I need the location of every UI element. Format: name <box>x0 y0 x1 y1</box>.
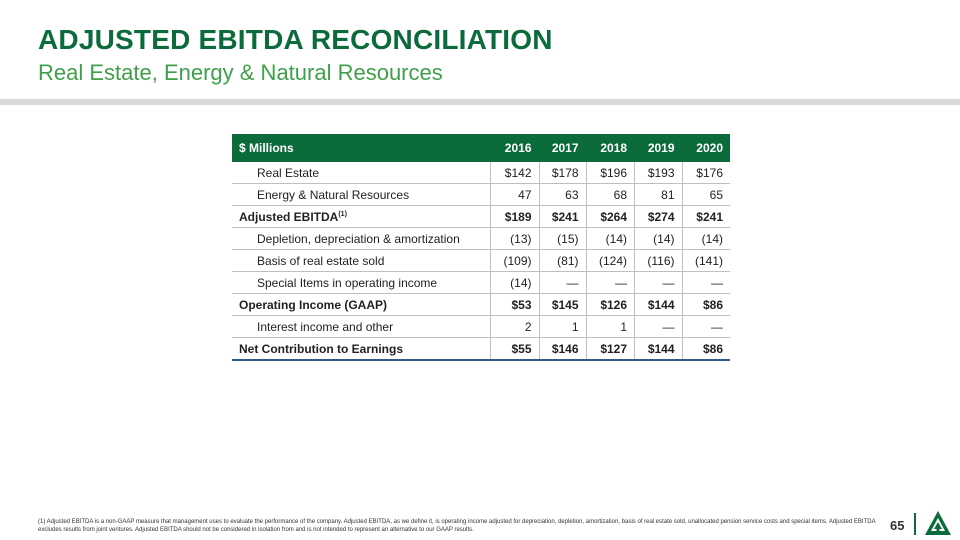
weyerhaeuser-tree-logo-icon <box>924 510 952 536</box>
cell-2018: (14) <box>586 228 635 250</box>
page-number: 65 <box>890 518 905 533</box>
page-subtitle: Real Estate, Energy & Natural Resources <box>38 60 443 85</box>
cell-2019: $144 <box>635 338 683 361</box>
cell-2018: (124) <box>586 250 635 272</box>
table-row-basis-real-estate-sold <box>232 250 730 272</box>
cell-2018: 1 <box>586 316 635 338</box>
cell-2016: $189 <box>491 206 540 228</box>
cell-2020: $176 <box>682 162 730 184</box>
column-header-2018: 2018 <box>586 134 635 162</box>
table-row-energy-natural-resources <box>232 184 730 206</box>
footnote-marker: (1) <box>338 210 347 218</box>
cell-2016: (14) <box>491 272 540 294</box>
cell-2020: (141) <box>682 250 730 272</box>
cell-2020: (14) <box>682 228 730 250</box>
table-row-special-items <box>232 272 730 294</box>
table-row-operating-income <box>232 294 730 316</box>
footnote: (1) Adjusted EBITDA is a non-GAAP measure that management uses to evaluate the performance of the company. Adjusted EBITDA, as we define it, is operating income adjusted for depreciation, depletion, amortization, basis of real estate sold, unallocated pension service costs and special items. Adjusted EBITDA excludes results from joint ventures. Adjusted EBITDA should not be considered in isolation from and is not intended to represent an alternative to our GAAP results. <box>38 519 876 533</box>
table-row-depletion-depreciation <box>232 228 730 250</box>
cell-2018: $264 <box>586 206 635 228</box>
table-row-real-estate <box>232 162 730 184</box>
cell-2017: — <box>539 272 586 294</box>
cell-2018: $196 <box>586 162 635 184</box>
row-label-text: Adjusted EBITDA <box>239 209 339 224</box>
cell-2017: (15) <box>539 228 586 250</box>
cell-2017: $178 <box>539 162 586 184</box>
row-label: Basis of real estate sold <box>232 250 491 272</box>
column-header-2020: 2020 <box>682 134 730 162</box>
cell-2019: $193 <box>635 162 683 184</box>
ebitda-reconciliation-table <box>232 134 730 361</box>
cell-2019: $274 <box>635 206 683 228</box>
header-divider <box>0 99 960 105</box>
cell-2020: — <box>682 272 730 294</box>
cell-2020: $86 <box>682 338 730 361</box>
cell-2019: — <box>635 272 683 294</box>
cell-2018: — <box>586 272 635 294</box>
cell-2017: (81) <box>539 250 586 272</box>
cell-2019: (14) <box>635 228 683 250</box>
cell-2019: (116) <box>635 250 683 272</box>
row-label <box>232 206 491 228</box>
cell-2017: $146 <box>539 338 586 361</box>
cell-2019: 81 <box>635 184 683 206</box>
cell-2016: (13) <box>491 228 540 250</box>
page-number-divider <box>914 513 916 535</box>
page-title: ADJUSTED EBITDA RECONCILIATION <box>38 24 553 55</box>
cell-2019: $144 <box>635 294 683 316</box>
table-row-interest-income <box>232 316 730 338</box>
row-label: Net Contribution to Earnings <box>232 338 491 361</box>
cell-2017: $145 <box>539 294 586 316</box>
cell-2016: $55 <box>491 338 540 361</box>
row-label: Operating Income (GAAP) <box>232 294 491 316</box>
column-header-2017: 2017 <box>539 134 586 162</box>
cell-2016: 2 <box>491 316 540 338</box>
row-label: Energy & Natural Resources <box>232 184 491 206</box>
cell-2016: $53 <box>491 294 540 316</box>
table-row-net-contribution <box>232 338 730 361</box>
cell-2016: 47 <box>491 184 540 206</box>
row-label: Interest income and other <box>232 316 491 338</box>
cell-2017: 63 <box>539 184 586 206</box>
cell-2018: 68 <box>586 184 635 206</box>
cell-2020: — <box>682 316 730 338</box>
cell-2018: $127 <box>586 338 635 361</box>
table-header-row <box>232 134 730 162</box>
cell-2017: $241 <box>539 206 586 228</box>
row-label: Depletion, depreciation & amortization <box>232 228 491 250</box>
cell-2020: 65 <box>682 184 730 206</box>
row-label: Real Estate <box>232 162 491 184</box>
cell-2020: $241 <box>682 206 730 228</box>
cell-2016: $142 <box>491 162 540 184</box>
table-row-adjusted-ebitda <box>232 206 730 228</box>
cell-2020: $86 <box>682 294 730 316</box>
cell-2019: — <box>635 316 683 338</box>
cell-2016: (109) <box>491 250 540 272</box>
cell-2018: $126 <box>586 294 635 316</box>
cell-2017: 1 <box>539 316 586 338</box>
row-label: Special Items in operating income <box>232 272 491 294</box>
column-header-millions: $ Millions <box>232 134 491 162</box>
column-header-2019: 2019 <box>635 134 683 162</box>
column-header-2016: 2016 <box>491 134 540 162</box>
